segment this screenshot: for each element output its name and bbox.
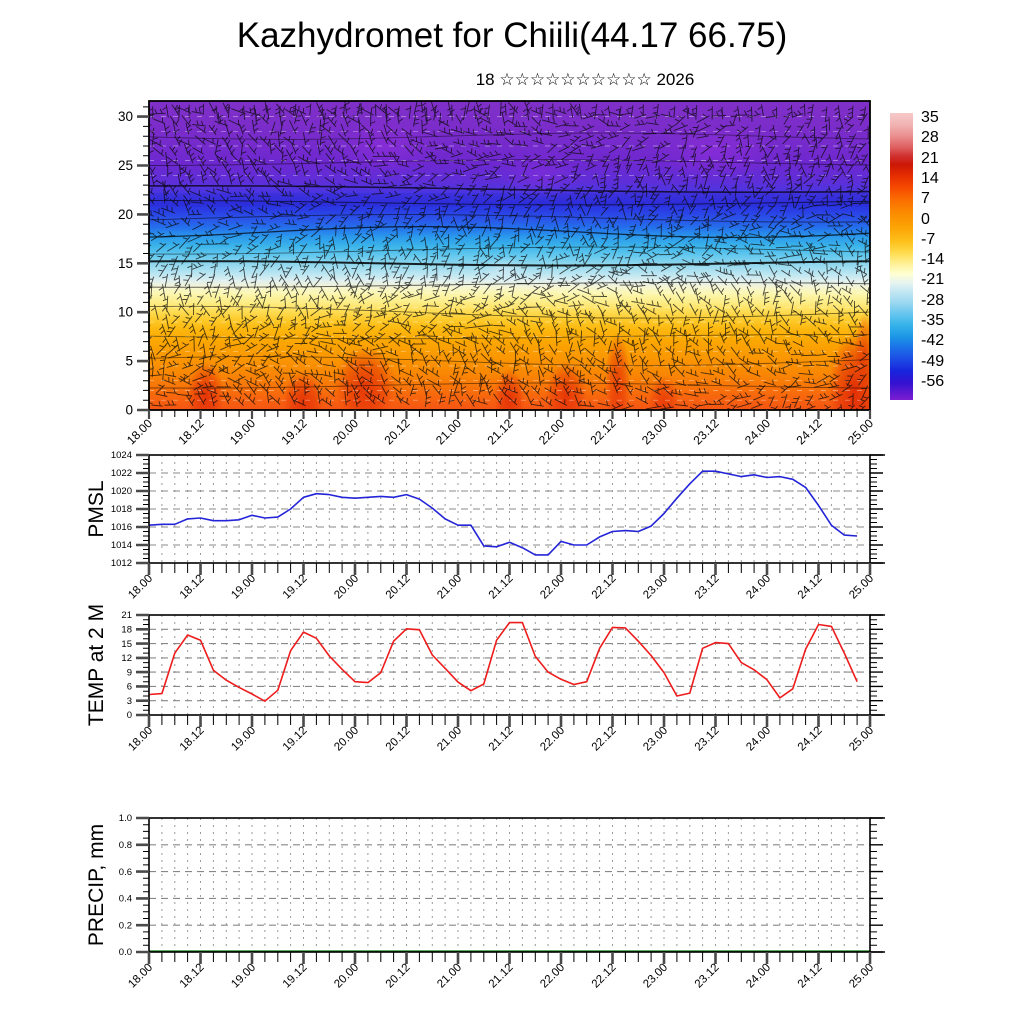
panel-title-pmsl: PMSL <box>85 480 108 538</box>
y-tick-label: 18 <box>121 624 132 636</box>
x-tick-label: 20.12 <box>383 724 413 754</box>
x-tick-label: 20.12 <box>381 416 413 448</box>
x-tick-label: 20.00 <box>332 572 362 602</box>
x-tick-label: 22.12 <box>589 724 619 754</box>
panel-precip-mm <box>74 804 905 1018</box>
y-tick-label: 1020 <box>110 486 132 498</box>
colorbar-tick-label: 28 <box>921 129 939 147</box>
x-tick-label: 20.12 <box>383 961 413 991</box>
y-tick-label: 0.4 <box>118 893 132 905</box>
x-tick-label: 20.12 <box>383 572 413 602</box>
y-tick-label: 6 <box>126 681 132 693</box>
x-tick-label: 21.00 <box>435 961 465 991</box>
x-tick-label: 23.00 <box>641 572 671 602</box>
x-tick-label: 19.12 <box>280 724 310 754</box>
y-tick-label: 12 <box>121 653 132 665</box>
colorbar <box>890 113 913 400</box>
x-tick-label: 25.00 <box>847 961 877 991</box>
y-tick-label: 10 <box>117 304 133 320</box>
x-tick-label: 21.12 <box>484 416 516 448</box>
colorbar-tick-label: -14 <box>921 251 945 269</box>
x-tick-label: 18.12 <box>177 961 207 991</box>
y-tick-label: 30 <box>117 109 133 125</box>
panel-title-temp-at-2-m: TEMP at 2 M <box>85 603 108 727</box>
x-tick-label: 21.12 <box>486 572 516 602</box>
x-tick-label: 18.00 <box>126 572 156 602</box>
y-tick-label: 21 <box>121 610 132 622</box>
colorbar-tick-label: -56 <box>921 372 945 390</box>
x-tick-label: 22.12 <box>587 416 619 448</box>
x-tick-label: 23.00 <box>641 961 671 991</box>
x-tick-label: 18.00 <box>126 961 156 991</box>
x-tick-label: 24.12 <box>795 572 825 602</box>
x-tick-label: 23.12 <box>690 416 722 448</box>
y-tick-label: 0.0 <box>118 947 132 959</box>
panel-temp-at-2-m <box>74 601 905 781</box>
y-tick-label: 1014 <box>110 540 132 552</box>
x-tick-label: 19.00 <box>229 724 259 754</box>
x-tick-label: 20.00 <box>332 961 362 991</box>
x-tick-label: 21.12 <box>486 724 516 754</box>
y-tick-label: 25 <box>117 158 133 174</box>
x-tick-label: 25.00 <box>847 724 877 754</box>
x-tick-label: 19.12 <box>280 961 310 991</box>
x-tick-label: 20.00 <box>332 724 362 754</box>
x-tick-label: 19.12 <box>280 572 310 602</box>
x-tick-label: 25.00 <box>847 572 877 602</box>
x-tick-label: 22.00 <box>538 961 568 991</box>
x-tick-label: 23.12 <box>692 572 722 602</box>
x-tick-label: 24.12 <box>793 416 825 448</box>
colorbar-tick-label: -49 <box>921 352 945 370</box>
x-tick-label: 23.12 <box>692 724 722 754</box>
y-tick-label: 0.6 <box>118 866 132 878</box>
y-tick-label: 0.2 <box>118 920 132 932</box>
x-tick-label: 18.00 <box>123 416 156 448</box>
y-tick-label: 1022 <box>110 468 132 480</box>
y-tick-label: 1018 <box>110 504 132 516</box>
x-tick-label: 25.00 <box>844 416 877 448</box>
y-tick-label: 1024 <box>110 450 132 462</box>
y-tick-label: 1012 <box>110 558 132 570</box>
colorbar-tick-label: -7 <box>921 230 936 248</box>
x-tick-label: 19.00 <box>229 961 259 991</box>
x-tick-label: 22.12 <box>589 572 619 602</box>
panel-title-precip-mm: PRECIP, mm <box>85 823 108 947</box>
x-tick-label: 24.12 <box>795 961 825 991</box>
x-tick-label: 21.12 <box>486 961 516 991</box>
x-tick-label: 18.12 <box>175 416 207 448</box>
x-tick-label: 23.00 <box>641 724 671 754</box>
x-tick-label: 22.00 <box>538 724 568 754</box>
colorbar-tick-label: -35 <box>921 312 945 329</box>
y-tick-label: 0 <box>126 710 132 722</box>
x-tick-label: 21.00 <box>435 572 465 602</box>
x-tick-label: 19.00 <box>226 416 259 448</box>
x-tick-label: 18.00 <box>126 724 156 754</box>
x-tick-label: 18.12 <box>177 572 207 602</box>
x-tick-label: 24.00 <box>744 961 774 991</box>
y-tick-label: 9 <box>126 667 132 679</box>
x-tick-label: 24.00 <box>741 416 774 448</box>
colorbar-tick-label: 14 <box>921 169 939 187</box>
x-tick-label: 24.00 <box>744 724 774 754</box>
x-tick-label: 23.00 <box>638 416 671 448</box>
y-tick-label: 1.0 <box>118 813 132 825</box>
x-tick-label: 22.12 <box>589 961 619 991</box>
series-temp-at-2-m <box>149 623 857 702</box>
y-tick-label: 0.8 <box>118 840 132 851</box>
x-tick-label: 22.00 <box>538 572 568 602</box>
cross-section-panel <box>74 87 905 476</box>
colorbar-tick-label: 35 <box>921 109 939 126</box>
colorbar-tick-label: 21 <box>921 149 939 167</box>
page-title: Kazhydromet for Chiili(44.17 66.75) <box>236 16 788 55</box>
y-tick-label: 0 <box>125 402 133 418</box>
x-tick-label: 22.00 <box>535 416 568 448</box>
colorbar-tick-label: 7 <box>921 190 930 208</box>
y-tick-label: 5 <box>125 353 133 369</box>
colorbar-tick-label: -42 <box>921 332 945 350</box>
x-tick-label: 24.12 <box>795 724 825 754</box>
series-pmsl <box>149 471 857 555</box>
x-tick-label: 21.00 <box>435 724 465 754</box>
colorbar-tick-label: -21 <box>921 271 945 289</box>
x-tick-label: 24.00 <box>744 572 774 602</box>
y-tick-label: 15 <box>121 638 132 650</box>
x-tick-label: 19.12 <box>278 416 310 448</box>
x-tick-label: 21.00 <box>432 416 465 448</box>
y-tick-label: 20 <box>117 206 133 222</box>
colorbar-tick-label: 0 <box>921 210 930 228</box>
x-tick-label: 23.12 <box>692 961 722 991</box>
y-tick-label: 3 <box>126 695 132 707</box>
x-tick-label: 19.00 <box>229 572 259 602</box>
date-subtitle: 18 ☆☆☆☆☆☆☆☆☆☆ 2026 <box>475 70 695 89</box>
y-tick-label: 15 <box>117 255 133 271</box>
colorbar-tick-label: -28 <box>921 291 945 309</box>
x-tick-label: 20.00 <box>329 416 362 448</box>
x-tick-label: 18.12 <box>177 724 207 754</box>
y-tick-label: 1016 <box>110 522 132 534</box>
